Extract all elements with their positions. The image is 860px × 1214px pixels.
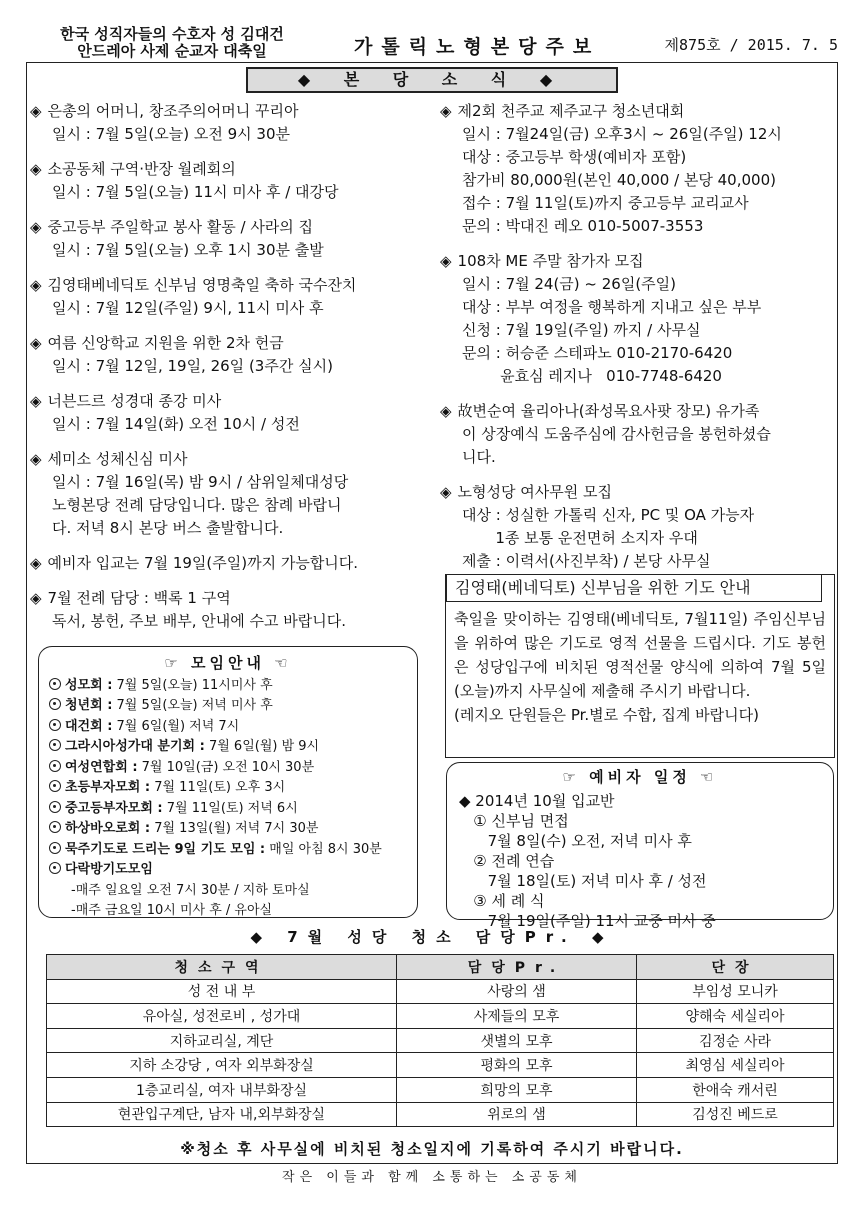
meeting-item [49, 778, 407, 799]
meeting-item [49, 676, 407, 697]
meeting-name: 청년회 : [65, 698, 113, 713]
news-item [30, 390, 430, 436]
prayer-guide-body: 축일을 맞이하는 김영태(베네딕토, 7월11일) 주임신부님을 위하여 많은 기도로 영적 선물을 드립시다. 기도 봉헌은 성당입구에 비치된 영적선물 양식에 의하여 7월 5일(오늘)까지 사무실에 제출해 주시기 바랍니다. [454, 610, 826, 700]
news-item [440, 250, 836, 388]
meeting-sub-item: -매주 금요일 10시 미사 후 / 유아실 [71, 903, 273, 918]
diamond-bullet-icon: ◈ [30, 218, 42, 236]
schedule-line: 7월 8일(수) 오전, 저녁 미사 후 [459, 832, 692, 850]
meeting-time: 7월 13일(월) 저녁 7시 30분 [150, 821, 319, 836]
news-item [30, 100, 430, 146]
news-item-detail: 다. 저녁 8시 본당 버스 출발합니다. [52, 519, 284, 537]
news-item-detail: 문의 : 박대진 레오 010-5007-3553 [462, 217, 704, 235]
news-item-detail: 일시 : 7월24일(금) 오후3시 ~ 26일(주일) 12시 [462, 125, 782, 143]
news-item-detail: 일시 : 7월 5일(오늘) 오후 1시 30분 출발 [52, 241, 324, 259]
meeting-name: 대건회 : [65, 718, 113, 734]
praesidium-cell: 샛별의 모후 [397, 1028, 637, 1053]
praesidium-cell: 위로의 샘 [397, 1102, 637, 1127]
meeting-item [49, 799, 407, 820]
feast-title-line2: 안드레아 사제 순교자 대축일 [77, 42, 267, 60]
diamond-bullet-icon: ◈ [30, 450, 42, 468]
news-item-detail: 대상 : 부부 여정을 행복하게 지내고 싶은 부부 [462, 298, 762, 316]
header [26, 26, 838, 64]
column-header-area: 청소구역 [47, 955, 397, 980]
section-banner: ◆ 본 당 소 식 ◆ [246, 67, 618, 93]
news-item-title-text: 소공동체 구역·반장 월례회의 [47, 160, 236, 178]
news-item-title [30, 390, 430, 413]
meeting-time: 7월 6일(월) 저녁 7시 [112, 718, 240, 734]
meeting-item [49, 717, 407, 738]
circle-dot-icon [49, 698, 61, 710]
catechumen-schedule-title: ☞ 예비자 일정 ☜ [562, 768, 718, 786]
prayer-guide-title: 김영태(베네딕토) 신부님을 위한 기도 안내 [446, 574, 822, 602]
news-item-detail: 일시 : 7월 24(금) ~ 26일(주일) [462, 275, 677, 293]
news-item-detail: 대상 : 중고등부 학생(예비자 포함) [462, 148, 687, 166]
news-item-detail: 제출 : 이력서(사진부착) / 본당 사무실 [462, 552, 711, 570]
circle-dot-icon [49, 739, 61, 751]
table-row [47, 1053, 834, 1078]
news-item-title-text: 예비자 입교는 7월 19일(주일)까지 가능합니다. [47, 554, 359, 572]
meeting-item [49, 737, 407, 758]
praesidium-cell: 사제들의 모후 [397, 1004, 637, 1029]
news-item [30, 448, 430, 540]
leader-cell: 김정순 사라 [637, 1028, 834, 1053]
meeting-time: 7월 11일(토) 오후 3시 [150, 780, 286, 795]
praesidium-cell: 사랑의 샘 [397, 979, 637, 1004]
leader-cell: 양해숙 세실리아 [637, 1004, 834, 1029]
meeting-name: 성모회 : [65, 677, 113, 693]
news-item-title-text: 故변순여 율리아나(좌성목요사팟 장모) 유가족 [457, 402, 760, 420]
table-row [47, 1102, 834, 1127]
news-item-detail: 접수 : 7월 11일(토)까지 중고등부 교리교사 [462, 194, 749, 212]
diamond-bullet-icon: ◈ [30, 160, 42, 178]
circle-dot-icon [49, 801, 61, 813]
diamond-bullet-icon: ◈ [30, 392, 42, 410]
catechumen-schedule-box [446, 762, 834, 930]
diamond-bullet-icon: ◈ [30, 334, 42, 352]
news-item-title [30, 587, 430, 610]
cleaning-duty-table [46, 954, 834, 1127]
meeting-name: 그라시아성가대 분기회 : [65, 739, 205, 754]
news-item [30, 552, 430, 575]
news-item [30, 158, 430, 204]
news-item-title [30, 448, 430, 471]
column-header-praesidium: 담당Pr. [397, 955, 637, 980]
feast-title-line1: 한국 성직자들의 수호자 성 김대건 [60, 25, 284, 43]
circle-dot-icon [49, 760, 61, 772]
column-header-leader: 단장 [637, 955, 834, 980]
news-item-title [30, 332, 430, 355]
meeting-item [49, 840, 407, 861]
table-row [47, 1028, 834, 1053]
table-row [47, 979, 834, 1004]
prayer-guide-box [445, 574, 835, 758]
diamond-bullet-icon: ◈ [440, 483, 452, 501]
news-item [440, 400, 836, 469]
footer-slogan: 작은 이들과 함께 소통하는 소공동체 [282, 1170, 582, 1185]
news-item-title [30, 274, 430, 297]
news-item-detail: 일시 : 7월 12일(주일) 9시, 11시 미사 후 [52, 299, 324, 317]
bulletin-title: 가톨릭노형본당주보 [354, 36, 601, 58]
news-item-title [30, 552, 430, 575]
news-item-title [440, 481, 836, 504]
diamond-bullet-icon: ◈ [440, 252, 452, 270]
meeting-name: 초등부자모회 : [65, 780, 151, 795]
circle-dot-icon [49, 780, 61, 792]
meeting-name: 하상바오로회 : [65, 821, 151, 836]
diamond-bullet-icon: ◈ [30, 276, 42, 294]
circle-dot-icon [49, 821, 61, 833]
catechumen-schedule-list [459, 791, 821, 931]
news-item-title [30, 158, 430, 181]
meeting-guide-title: ☞ 모임안내 ☜ [164, 654, 292, 672]
news-item-title-text: 김영태베네딕토 신부님 영명축일 축하 국수잔치 [47, 276, 357, 294]
meeting-time: 7월 6일(월) 밤 9시 [204, 739, 320, 754]
news-item [440, 100, 836, 238]
news-item-detail: 독서, 봉헌, 주보 배부, 안내에 수고 바랍니다. [52, 612, 347, 630]
news-item-title [30, 100, 430, 123]
news-item-detail: 니다. [462, 448, 496, 466]
meeting-item [49, 758, 407, 779]
news-item [30, 587, 430, 633]
circle-dot-icon [49, 842, 61, 854]
schedule-line: ③ 세 례 식 [459, 892, 545, 910]
circle-dot-icon [49, 862, 61, 874]
cleaning-note: ※청소 후 사무실에 비치된 청소일지에 기록하여 주시기 바랍니다. [180, 1140, 684, 1158]
news-item [30, 216, 430, 262]
left-column [30, 100, 430, 645]
meeting-name: 여성연합회 : [65, 759, 138, 775]
feast-title [32, 26, 312, 60]
leader-cell: 부임성 모니카 [637, 979, 834, 1004]
diamond-bullet-icon: ◈ [440, 402, 452, 420]
news-item [30, 332, 430, 378]
cleaning-area-cell: 현관입구계단, 남자 내,외부화장실 [47, 1102, 397, 1127]
diamond-bullet-icon: ◈ [440, 102, 452, 120]
meeting-sub-item: -매주 일요일 오전 7시 30분 / 지하 토마실 [71, 882, 310, 898]
news-item-detail: 1종 보통 운전면허 소지자 우대 [462, 529, 698, 547]
news-item-detail: 일시 : 7월 12일, 19일, 26일 (3주간 실시) [52, 357, 333, 375]
praesidium-cell: 평화의 모후 [397, 1053, 637, 1078]
news-item-title [440, 400, 836, 423]
news-item-title-text: 중고등부 주일학교 봉사 활동 / 사라의 집 [47, 218, 314, 236]
cleaning-area-cell: 지하 소강당 , 여자 외부화장실 [47, 1053, 397, 1078]
right-column [440, 100, 836, 585]
news-item-title-text: 108차 ME 주말 참가자 모집 [457, 252, 644, 270]
news-item-detail: 일시 : 7월 16일(목) 밤 9시 / 삼위일체대성당 [52, 473, 349, 491]
schedule-line: 7월 19일(주일) 11시 교중 미사 중 [459, 912, 716, 930]
schedule-line: ② 전례 연습 [459, 852, 555, 870]
news-item-detail: 윤효심 레지나 010-7748-6420 [462, 367, 722, 385]
news-item-title [440, 250, 836, 273]
news-item-title-text: 은총의 어머니, 창조주의어머니 꾸리아 [47, 102, 299, 120]
table-row [47, 1004, 834, 1029]
praesidium-cell: 희망의 모후 [397, 1077, 637, 1102]
news-item [440, 481, 836, 573]
news-item-title [30, 216, 430, 239]
news-item-detail: 노형본당 전례 담당입니다. 많은 참례 바랍니 [52, 496, 342, 514]
news-item-title-text: 세미소 성체신심 미사 [47, 450, 188, 468]
meeting-item [49, 860, 407, 881]
news-item-detail: 대상 : 성실한 가톨릭 신자, PC 및 OA 가능자 [462, 506, 755, 524]
meeting-guide-box [38, 646, 418, 918]
news-item-detail: 이 상장예식 도움주심에 감사헌금을 봉헌하셨습 [462, 425, 771, 443]
table-row [47, 1077, 834, 1102]
meeting-time: 7월 11일(토) 저녁 6시 [162, 800, 298, 816]
meeting-name: 다락방기도모임 [65, 862, 153, 877]
meeting-item [49, 819, 407, 840]
issue-number: 제875호 / 2015. 7. 5 [664, 36, 838, 54]
cleaning-area-cell: 유아실, 성전로비 , 성가대 [47, 1004, 397, 1029]
cleaning-duty-title: ◆ 7월 성당 청소 담당Pr. ◆ [250, 928, 614, 946]
meeting-time: 7월 5일(오늘) 저녁 미사 후 [112, 698, 273, 713]
news-item-title-text: 여름 신앙학교 지원을 위한 2차 헌금 [47, 334, 284, 352]
news-item-detail: 일시 : 7월 5일(오늘) 11시 미사 후 / 대강당 [52, 183, 339, 201]
news-item-title-text: 7월 전례 담당 : 백록 1 구역 [47, 589, 231, 607]
leader-cell: 김성진 베드로 [637, 1102, 834, 1127]
news-item-title-text: 제2회 천주교 제주교구 청소년대회 [457, 102, 685, 120]
schedule-line: ◆ 2014년 10월 입교반 [459, 792, 615, 810]
cleaning-area-cell: 1층교리실, 여자 내부화장실 [47, 1077, 397, 1102]
diamond-bullet-icon: ◈ [30, 554, 42, 572]
news-item-detail: 참가비 80,000원(본인 40,000 / 본당 40,000) [462, 171, 776, 189]
meeting-time: 7월 10일(금) 오전 10시 30분 [137, 759, 315, 775]
leader-cell: 최영심 세실리아 [637, 1053, 834, 1078]
meeting-list [49, 676, 407, 922]
news-item-title-text: 너븐드르 성경대 종강 미사 [47, 392, 222, 410]
schedule-line: 7월 18일(토) 저녁 미사 후 / 성전 [459, 872, 707, 890]
diamond-bullet-icon: ◈ [30, 589, 42, 607]
news-item-detail: 문의 : 허승준 스테파노 010-2170-6420 [462, 344, 733, 362]
news-item-title-text: 노형성당 여사무원 모집 [457, 483, 612, 501]
prayer-guide-note: (레지오 단원들은 Pr.별로 수합, 집계 바랍니다) [454, 706, 759, 724]
circle-dot-icon [49, 678, 61, 690]
circle-dot-icon [49, 719, 61, 731]
news-item-title [440, 100, 836, 123]
news-item-detail: 일시 : 7월 14일(화) 오전 10시 / 성전 [52, 415, 300, 433]
meeting-name: 중고등부자모회 : [65, 800, 163, 816]
cleaning-area-cell: 성 전 내 부 [47, 979, 397, 1004]
news-item-detail: 일시 : 7월 5일(오늘) 오전 9시 30분 [52, 125, 290, 143]
meeting-time: 매일 아침 8시 30분 [265, 841, 382, 857]
schedule-line: ① 신부님 면접 [459, 812, 569, 830]
meeting-item [49, 696, 407, 717]
meeting-time: 7월 5일(오늘) 11시미사 후 [112, 677, 273, 693]
news-item [30, 274, 430, 320]
cleaning-area-cell: 지하교리실, 계단 [47, 1028, 397, 1053]
table-header-row [47, 955, 834, 980]
leader-cell: 한애숙 캐서린 [637, 1077, 834, 1102]
news-item-detail: 신청 : 7월 19일(주일) 까지 / 사무실 [462, 321, 701, 339]
diamond-bullet-icon: ◈ [30, 102, 42, 120]
meeting-name: 묵주기도로 드리는 9일 기도 모임 : [65, 841, 266, 857]
